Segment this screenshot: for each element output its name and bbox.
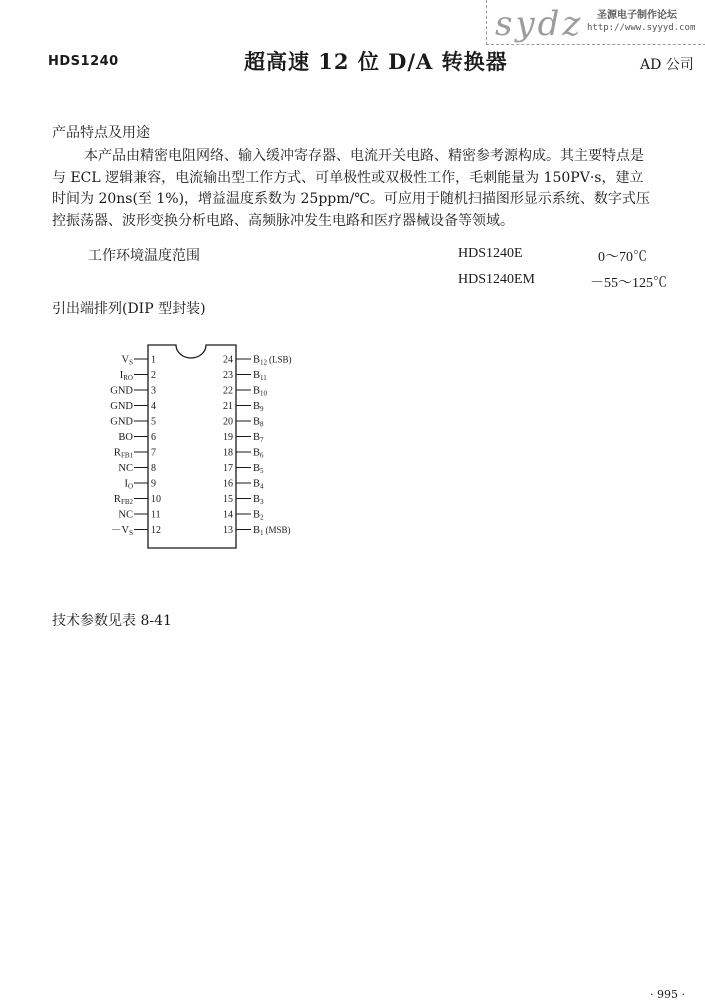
pin-name: B6 bbox=[253, 447, 264, 460]
pin-number: 3 bbox=[151, 385, 156, 397]
pin-name: B12 (LSB) bbox=[253, 354, 292, 367]
pin-number: 23 bbox=[223, 370, 233, 381]
pin-number: 7 bbox=[151, 447, 156, 459]
pin-name: B3 bbox=[253, 494, 264, 506]
pin-name: GND bbox=[110, 385, 133, 397]
pin-name: B2 bbox=[253, 509, 264, 522]
pin-number: 20 bbox=[223, 416, 233, 428]
pin-name: B10 bbox=[253, 385, 268, 398]
operating-range-label: 工作环境温度范围 bbox=[88, 248, 200, 264]
pin-number: 18 bbox=[223, 447, 233, 459]
pin-name: IRO bbox=[119, 370, 133, 382]
pin-name: IO bbox=[124, 478, 133, 491]
pin-number: 2 bbox=[151, 370, 156, 381]
model-e: HDS1240E bbox=[458, 246, 523, 261]
pin-name: B9 bbox=[253, 401, 264, 413]
pin-number: 5 bbox=[151, 416, 156, 428]
features-line: 与 ECL 逻辑兼容，电流输出型工作方式、可单极性或双极性工作，毛刺能量为 150PV·s，建立 bbox=[52, 169, 644, 186]
pin-number: 16 bbox=[223, 478, 233, 490]
features-line: 时间为 20ns(至 1%)，增益温度系数为 25ppm/℃。可应用于随机扫描图形显示系统、数字式压 bbox=[52, 191, 650, 207]
pin-number: 15 bbox=[223, 494, 233, 505]
header-part-number: HDS1240 bbox=[48, 54, 119, 69]
pin-name: RFB1 bbox=[113, 447, 133, 460]
pin-number: 10 bbox=[151, 494, 161, 505]
pin-number: 19 bbox=[223, 432, 233, 443]
pin-name: B5 bbox=[253, 463, 264, 475]
model-em: HDS1240EM bbox=[458, 272, 536, 287]
watermark-url: http://www.syyyd.com bbox=[587, 23, 696, 33]
page-title: 超高速 12 位 D/A 转换器 bbox=[244, 49, 508, 74]
reference-note: 技术参数见表 8-41 bbox=[52, 613, 172, 629]
pin-number: 24 bbox=[223, 354, 233, 366]
pin-name: GND bbox=[110, 416, 133, 428]
watermark-site-name: 圣源电子制作论坛 bbox=[597, 10, 677, 21]
pinout-heading: 引出端排列(DIP 型封装) bbox=[52, 301, 206, 317]
pin-name: NC bbox=[118, 463, 133, 474]
pin-number: 4 bbox=[151, 401, 156, 412]
pin-number: 11 bbox=[151, 509, 161, 521]
pin-name: VS bbox=[121, 354, 133, 367]
manufacturer: AD 公司 bbox=[640, 57, 694, 73]
pin-number: 13 bbox=[223, 525, 233, 536]
pin-name: B8 bbox=[253, 416, 264, 429]
pin-number: 12 bbox=[151, 525, 161, 536]
features-line: 控振荡器、波形变换分析电路、高频脉冲发生电路和医疗器械设备等领域。 bbox=[52, 212, 514, 229]
pin-name: B4 bbox=[253, 478, 264, 491]
pin-number: 8 bbox=[151, 463, 156, 474]
pin-number: 22 bbox=[223, 385, 233, 397]
pin-name: B7 bbox=[253, 432, 264, 444]
pin-number: 14 bbox=[223, 509, 233, 521]
model-em-range: －55～125℃ bbox=[590, 276, 667, 291]
pin-name: NC bbox=[118, 509, 133, 521]
pin-name: GND bbox=[110, 401, 133, 412]
pin-number: 17 bbox=[223, 463, 233, 474]
features-line: 本产品由精密电阻网络、输入缓冲寄存器、电流开关电路、精密参考源构成。其主要特点是 bbox=[84, 148, 644, 164]
pin-name: －VS bbox=[111, 525, 133, 537]
pin-number: 6 bbox=[151, 432, 156, 443]
watermark-logo: sydz bbox=[495, 4, 584, 44]
features-heading: 产品特点及用途 bbox=[52, 125, 150, 141]
pin-name: B1 (MSB) bbox=[253, 525, 291, 537]
pin-number: 1 bbox=[151, 354, 156, 366]
pin-name: BO bbox=[118, 432, 133, 443]
pin-number: 21 bbox=[223, 401, 233, 412]
pin-number: 9 bbox=[151, 478, 156, 490]
pin-name: B11 bbox=[253, 370, 267, 382]
model-e-range: 0～70℃ bbox=[598, 250, 647, 265]
pin-name: RFB2 bbox=[113, 494, 133, 506]
page-number: · 995 · bbox=[650, 988, 685, 1001]
